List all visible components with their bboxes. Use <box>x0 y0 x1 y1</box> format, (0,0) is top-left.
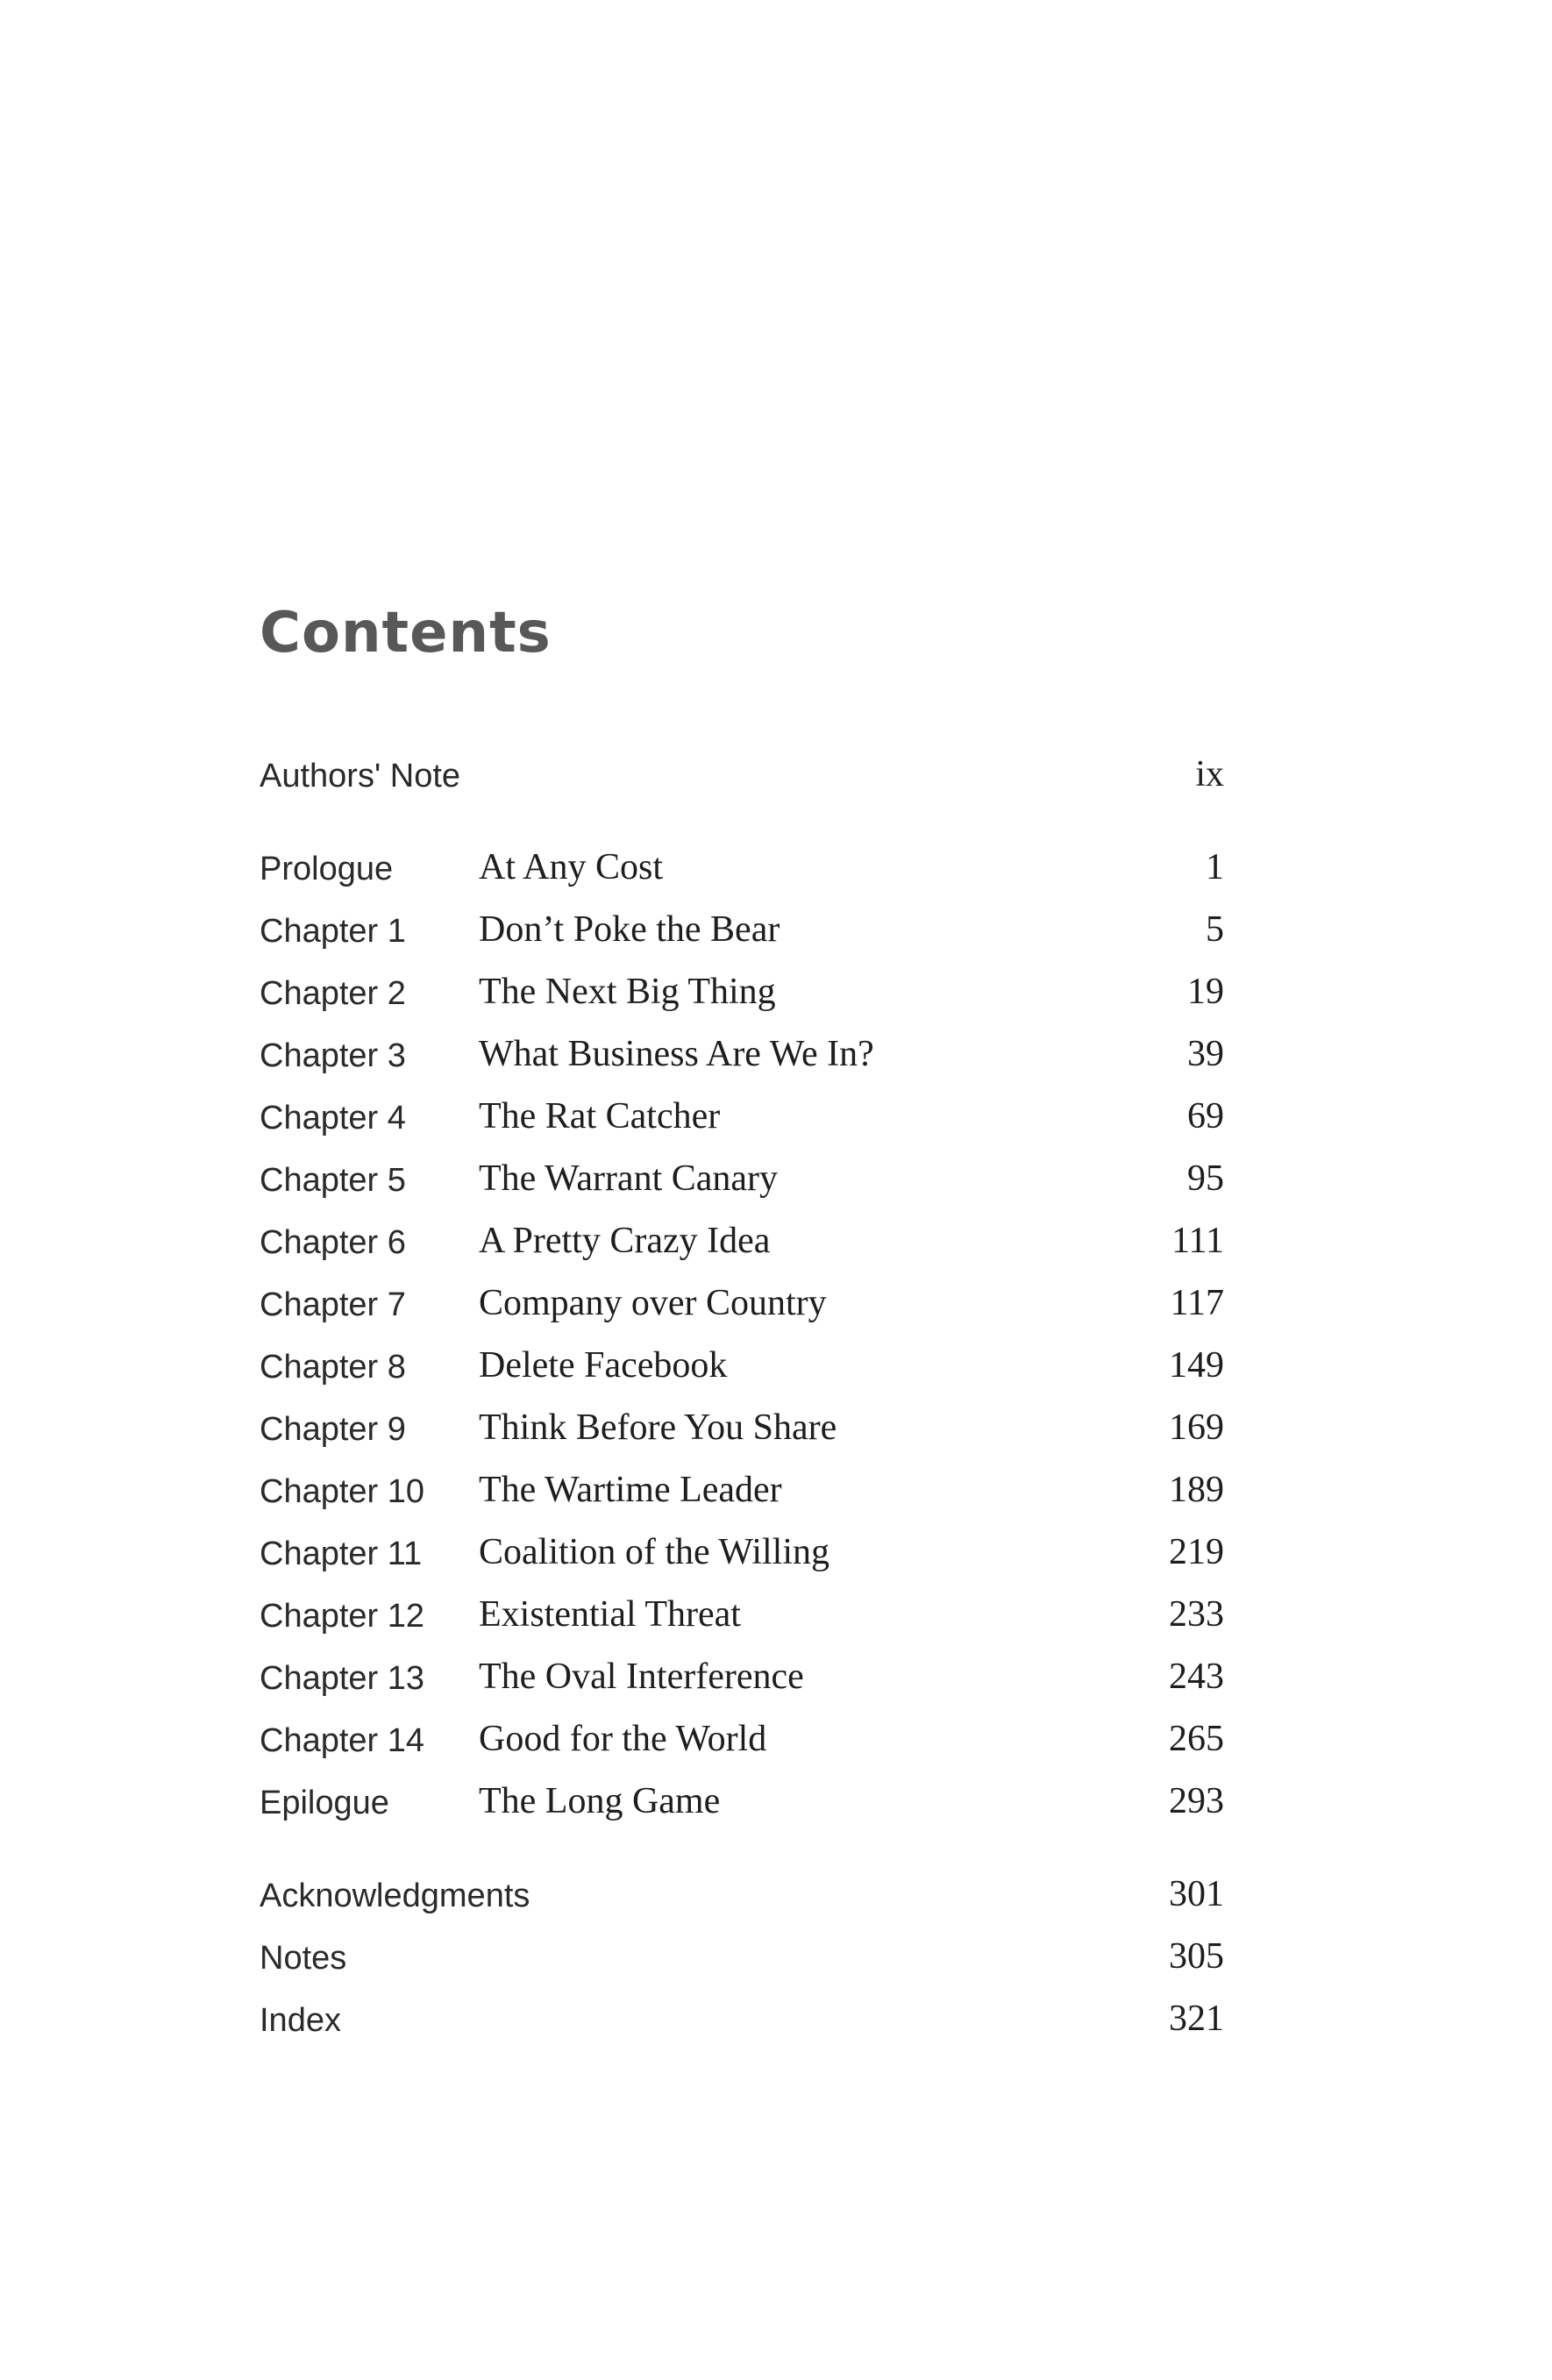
entry-label: Chapter 2 <box>260 975 406 1012</box>
entry-title: The Rat Catcher <box>479 1096 721 1137</box>
entry-label: Index <box>260 2002 341 2039</box>
page-number: 5 <box>1206 909 1224 950</box>
toc-entry-chapter-1 <box>260 907 1224 959</box>
entry-label: Chapter 12 <box>260 1598 425 1635</box>
page-number: 169 <box>1169 1407 1224 1448</box>
entry-title: Existential Threat <box>479 1594 741 1635</box>
entry-label: Chapter 8 <box>260 1349 406 1386</box>
page-number: 1 <box>1206 847 1224 887</box>
entry-title: The Warrant Canary <box>479 1158 779 1199</box>
entry-title: The Oval Interference <box>479 1657 804 1697</box>
toc-entry-chapter-11 <box>260 1529 1224 1582</box>
toc-entry-chapter-8 <box>260 1343 1224 1395</box>
entry-label: Epilogue <box>260 1785 389 1821</box>
entry-label: Chapter 10 <box>260 1473 425 1510</box>
entry-label: Chapter 9 <box>260 1411 406 1448</box>
toc-entry-chapter-12 <box>260 1592 1224 1644</box>
entry-label: Chapter 3 <box>260 1037 406 1074</box>
entry-title: Coalition of the Willing <box>479 1532 830 1572</box>
entry-title: What Business Are We In? <box>479 1034 874 1074</box>
entry-title: Think Before You Share <box>479 1407 837 1448</box>
toc-entry-epilogue <box>260 1778 1224 1831</box>
page-number: 321 <box>1169 1999 1224 2039</box>
page-number: ix <box>1195 754 1224 795</box>
page-number: 265 <box>1169 1719 1224 1759</box>
toc-entry-chapter-4 <box>260 1094 1224 1146</box>
toc-entry-chapter-2 <box>260 969 1224 1022</box>
entry-title: The Wartime Leader <box>479 1470 782 1510</box>
page-number: 189 <box>1169 1470 1224 1510</box>
page-number: 305 <box>1169 1936 1224 1977</box>
page-number: 111 <box>1171 1221 1224 1261</box>
entry-title: The Long Game <box>479 1781 721 1821</box>
toc-entry-chapter-5 <box>260 1156 1224 1208</box>
entry-title: Good for the World <box>479 1719 767 1759</box>
toc-entry-acknowledgments <box>260 1871 1224 1924</box>
toc-entry-index <box>260 1996 1224 2049</box>
entry-label: Acknowledgments <box>260 1878 530 1914</box>
entry-label: Chapter 5 <box>260 1162 406 1199</box>
toc-entry-prologue <box>260 844 1224 897</box>
toc-entry-chapter-6 <box>260 1218 1224 1271</box>
toc-entry-chapter-10 <box>260 1467 1224 1520</box>
toc-entry-authors-note <box>260 752 1224 804</box>
entry-title: At Any Cost <box>479 847 664 887</box>
page-number: 117 <box>1170 1283 1224 1323</box>
toc-entry-chapter-13 <box>260 1654 1224 1707</box>
page-number: 219 <box>1169 1532 1224 1572</box>
toc-entry-chapter-7 <box>260 1280 1224 1333</box>
entry-title: A Pretty Crazy Idea <box>479 1221 771 1261</box>
entry-label: Chapter 4 <box>260 1100 406 1137</box>
entry-label: Chapter 6 <box>260 1224 406 1261</box>
page-number: 293 <box>1169 1781 1224 1821</box>
page-number: 233 <box>1169 1594 1224 1635</box>
page-title: Contents <box>260 601 552 666</box>
entry-title: The Next Big Thing <box>479 972 776 1012</box>
page-number: 69 <box>1187 1096 1224 1137</box>
toc-entry-chapter-14 <box>260 1716 1224 1769</box>
toc-entry-chapter-3 <box>260 1031 1224 1084</box>
entry-label: Chapter 14 <box>260 1722 425 1759</box>
entry-label: Chapter 13 <box>260 1660 425 1697</box>
entry-label: Authors' Note <box>260 758 461 795</box>
entry-label: Chapter 7 <box>260 1286 406 1323</box>
page-number: 301 <box>1169 1874 1224 1914</box>
toc-entry-notes <box>260 1934 1224 1986</box>
entry-label: Prologue <box>260 851 394 887</box>
page-number: 243 <box>1169 1657 1224 1697</box>
page-number: 19 <box>1187 972 1224 1012</box>
entry-label: Chapter 11 <box>260 1536 423 1572</box>
entry-title: Company over Country <box>479 1283 827 1323</box>
entry-title: Delete Facebook <box>479 1345 728 1386</box>
entry-label: Chapter 1 <box>260 913 406 950</box>
entry-title: Don’t Poke the Bear <box>479 909 780 950</box>
page-number: 39 <box>1187 1034 1224 1074</box>
entry-label: Notes <box>260 1940 347 1977</box>
toc-entry-chapter-9 <box>260 1405 1224 1457</box>
page-number: 149 <box>1169 1345 1224 1386</box>
page-number: 95 <box>1187 1158 1224 1199</box>
